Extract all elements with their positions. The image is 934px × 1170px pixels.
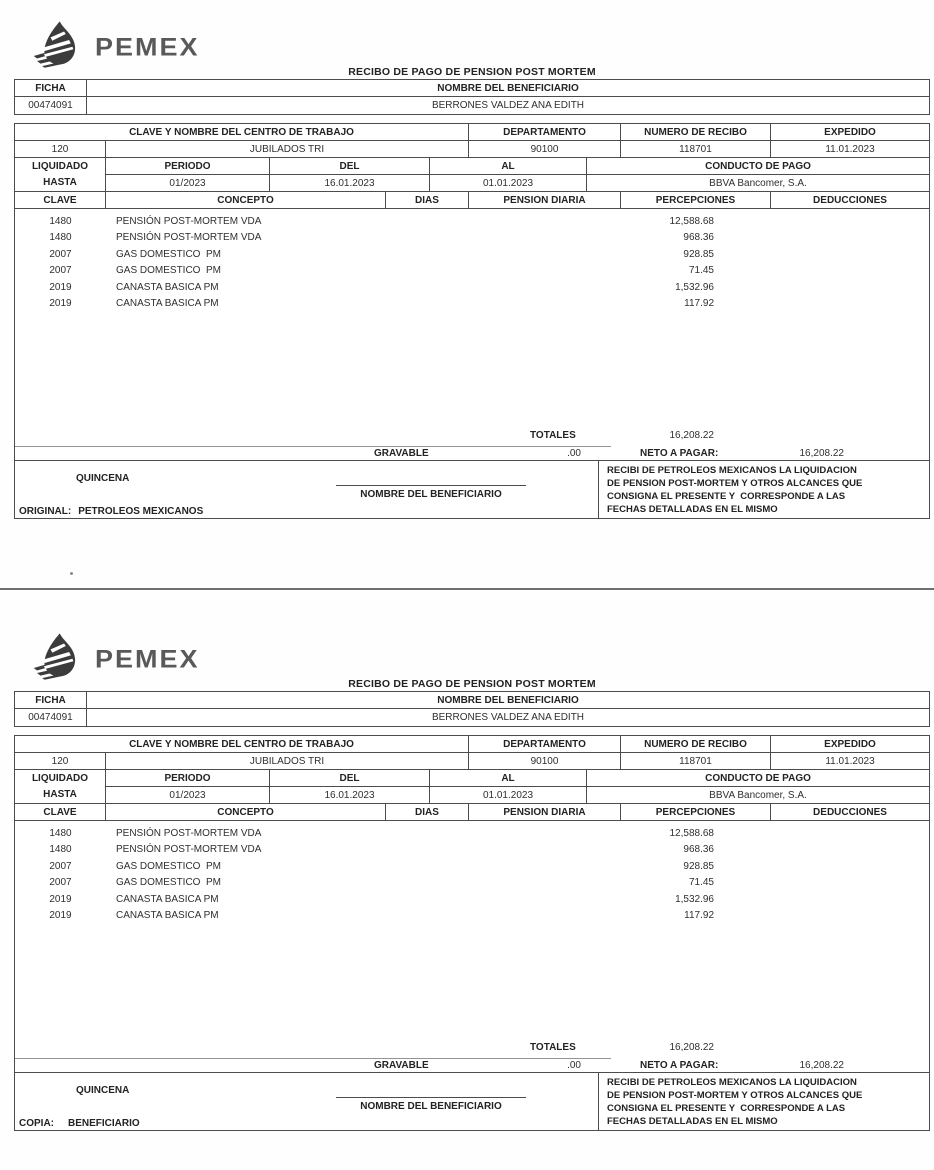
row-concepto: CANASTA BASICA PM	[116, 910, 219, 922]
row-concepto: CANASTA BASICA PM	[116, 298, 219, 310]
brand-row	[14, 18, 930, 79]
centro-label: CLAVE Y NOMBRE DEL CENTRO DE TRABAJO	[15, 736, 469, 753]
expedido-value: 11.01.2023	[771, 141, 929, 158]
ficha-value: 00474091	[15, 97, 87, 114]
centro-label: CLAVE Y NOMBRE DEL CENTRO DE TRABAJO	[15, 124, 469, 141]
receipt-original	[14, 18, 930, 519]
row-percepciones: 117.92	[684, 910, 714, 922]
row-clave: 1480	[49, 232, 72, 244]
neto-label: NETO A PAGAR:	[640, 448, 719, 459]
row-percepciones: 12,588.68	[669, 216, 714, 227]
neto-value: 16,208.22	[799, 448, 844, 459]
del-value: 16.01.2023	[270, 175, 430, 192]
neto-label: NETO A PAGAR:	[640, 1060, 719, 1071]
distribution-note	[19, 506, 203, 517]
hasta-label: HASTA	[43, 788, 77, 800]
recibi-line: RECIBI DE PETROLEOS MEXICANOS LA LIQUIDACION	[607, 1077, 857, 1088]
beneficiary-label: NOMBRE DEL BENEFICIARIO	[87, 692, 929, 709]
row-clave: 2007	[49, 265, 72, 277]
signature-line	[336, 1097, 526, 1098]
gravable-label: GRAVABLE	[374, 448, 429, 459]
conducto-label: CONDUCTO DE PAGO	[587, 158, 929, 175]
concept-rows-area	[15, 821, 929, 1073]
neto-value: 16,208.22	[799, 1060, 844, 1071]
liquidado-label: LIQUIDADO	[31, 160, 89, 172]
centro-nombre-value: JUBILADOS TRI	[106, 141, 469, 158]
receipt-copy	[14, 630, 930, 1131]
totales-underline	[15, 446, 611, 447]
distribution-value: PETROLEOS MEXICANOS	[78, 506, 204, 517]
concept-row	[15, 296, 929, 312]
receipt-footer	[15, 461, 929, 518]
quincena-label: QUINCENA	[76, 473, 130, 484]
col-pension-diaria-header: PENSION DIARIA	[469, 804, 621, 821]
concept-row	[15, 263, 929, 279]
al-label: AL	[430, 158, 587, 175]
row-percepciones: 1,532.96	[675, 893, 714, 905]
distribution-label: ORIGINAL:	[19, 506, 72, 517]
concept-row	[15, 875, 929, 891]
row-concepto: CANASTA BASICA PM	[116, 281, 219, 293]
ficha-label: FICHA	[15, 80, 87, 97]
distribution-note	[19, 1118, 140, 1129]
concept-row	[15, 247, 929, 263]
totales-label: TOTALES	[530, 430, 576, 441]
recibi-statement	[598, 461, 929, 518]
centro-nombre-value: JUBILADOS TRI	[106, 753, 469, 770]
pemex-wordmark: PEMEX	[95, 645, 200, 673]
row-percepciones: 928.85	[683, 248, 714, 260]
departamento-label: DEPARTAMENTO	[469, 736, 621, 753]
row-clave: 2019	[49, 281, 72, 293]
beneficiary-value: BERRONES VALDEZ ANA EDITH	[431, 712, 585, 723]
recibo-value: 118701	[621, 141, 771, 158]
col-concepto-header: CONCEPTO	[106, 804, 386, 821]
concept-rows-area	[15, 209, 929, 461]
expedido-label: EXPEDIDO	[771, 736, 929, 753]
row-clave: 2019	[49, 910, 72, 922]
recibo-label: NUMERO DE RECIBO	[621, 124, 771, 141]
ficha-value: 00474091	[15, 709, 87, 726]
pemex-wordmark: PEMEX	[95, 33, 200, 61]
recibi-line: DE PENSION POST-MORTEM Y OTROS ALCANCES QUE	[607, 478, 863, 489]
row-clave: 1480	[49, 216, 72, 227]
row-clave: 1480	[49, 844, 72, 856]
col-concepto-header: CONCEPTO	[106, 192, 386, 209]
row-percepciones: 12,588.68	[669, 828, 714, 839]
del-label: DEL	[270, 770, 430, 787]
recibi-line: CONSIGNA EL PRESENTE Y CORRESPONDE A LAS	[607, 1103, 846, 1114]
row-concepto: PENSIÓN POST-MORTEM VDA	[116, 844, 262, 856]
expedido-label: EXPEDIDO	[771, 124, 929, 141]
row-concepto: PENSIÓN POST-MORTEM VDA	[116, 828, 262, 839]
recibi-line: FECHAS DETALLADAS EN EL MISMO	[607, 1116, 778, 1127]
periodo-value: 01/2023	[106, 175, 270, 192]
del-label: DEL	[270, 158, 430, 175]
gravable-label: GRAVABLE	[374, 1060, 429, 1071]
row-concepto: GAS DOMESTICO PM	[116, 860, 222, 872]
row-percepciones: 71.45	[688, 265, 714, 277]
periodo-value: 01/2023	[106, 787, 270, 804]
signature-line	[336, 485, 526, 486]
hasta-label: HASTA	[43, 176, 77, 188]
row-clave: 2007	[49, 248, 72, 260]
gravable-value: .00	[567, 1060, 581, 1071]
row-concepto: PENSIÓN POST-MORTEM VDA	[116, 232, 262, 244]
row-concepto: GAS DOMESTICO PM	[116, 265, 222, 277]
conducto-value: BBVA Bancomer, S.A.	[587, 175, 929, 192]
col-pension-diaria-header: PENSION DIARIA	[469, 192, 621, 209]
document-title: RECIBO DE PAGO DE PENSION POST MORTEM	[348, 66, 596, 78]
recibo-value: 118701	[621, 753, 771, 770]
recibi-statement	[598, 1073, 929, 1130]
beneficiary-label: NOMBRE DEL BENEFICIARIO	[87, 80, 929, 97]
col-clave-header: CLAVE	[15, 192, 106, 209]
distribution-label: COPIA:	[19, 1118, 54, 1129]
col-percepciones-header: PERCEPCIONES	[621, 192, 771, 209]
concept-row	[15, 214, 929, 230]
liquidado-label: LIQUIDADO	[31, 772, 89, 784]
concept-row	[15, 859, 929, 875]
periodo-label: PERIODO	[106, 770, 270, 787]
row-concepto: GAS DOMESTICO PM	[116, 248, 222, 260]
ficha-beneficiary-table	[14, 691, 930, 727]
col-deducciones-header: DEDUCCIONES	[771, 192, 929, 209]
recibo-label: NUMERO DE RECIBO	[621, 736, 771, 753]
row-concepto: GAS DOMESTICO PM	[116, 877, 222, 889]
ficha-label: FICHA	[15, 692, 87, 709]
row-percepciones: 928.85	[683, 860, 714, 872]
brand-row	[14, 630, 930, 691]
receipt-footer	[15, 1073, 929, 1130]
concept-row	[15, 230, 929, 246]
al-value: 01.01.2023	[430, 787, 587, 804]
concept-row	[15, 826, 929, 842]
del-value: 16.01.2023	[270, 787, 430, 804]
main-table	[14, 123, 930, 519]
col-deducciones-header: DEDUCCIONES	[771, 804, 929, 821]
document-title: RECIBO DE PAGO DE PENSION POST MORTEM	[348, 678, 596, 690]
main-table	[14, 735, 930, 1131]
al-value: 01.01.2023	[430, 175, 587, 192]
periodo-label: PERIODO	[106, 158, 270, 175]
conducto-value: BBVA Bancomer, S.A.	[587, 787, 929, 804]
concept-row	[15, 892, 929, 908]
beneficiary-value: BERRONES VALDEZ ANA EDITH	[431, 100, 585, 111]
row-clave: 2007	[49, 860, 72, 872]
quincena-label: QUINCENA	[76, 1085, 130, 1096]
recibi-line: RECIBI DE PETROLEOS MEXICANOS LA LIQUIDACION	[607, 465, 857, 476]
departamento-value: 90100	[469, 141, 621, 158]
totales-underline	[15, 1058, 611, 1059]
scan-speck	[70, 572, 73, 575]
al-label: AL	[430, 770, 587, 787]
signature-label: NOMBRE DEL BENEFICIARIO	[360, 489, 502, 500]
conducto-label: CONDUCTO DE PAGO	[587, 770, 929, 787]
col-clave-header: CLAVE	[15, 804, 106, 821]
row-clave: 2019	[49, 298, 72, 310]
recibi-line: DE PENSION POST-MORTEM Y OTROS ALCANCES QUE	[607, 1090, 863, 1101]
row-clave: 2019	[49, 893, 72, 905]
row-percepciones: 117.92	[684, 298, 714, 310]
row-percepciones: 968.36	[683, 844, 714, 856]
totales-label: TOTALES	[530, 1042, 576, 1053]
signature-label: NOMBRE DEL BENEFICIARIO	[360, 1101, 502, 1112]
departamento-value: 90100	[469, 753, 621, 770]
row-percepciones: 968.36	[683, 232, 714, 244]
row-clave: 2007	[49, 877, 72, 889]
liquidado-hasta-cell	[15, 158, 106, 192]
totales-value: 16,208.22	[669, 1042, 714, 1053]
row-percepciones: 1,532.96	[675, 281, 714, 293]
totales-value: 16,208.22	[669, 430, 714, 441]
row-concepto: CANASTA BASICA PM	[116, 893, 219, 905]
distribution-value: BENEFICIARIO	[68, 1118, 140, 1129]
departamento-label: DEPARTAMENTO	[469, 124, 621, 141]
ficha-beneficiary-table	[14, 79, 930, 115]
centro-clave-value: 120	[15, 141, 106, 158]
perforation-line	[0, 588, 934, 590]
col-dias-header: DIAS	[386, 192, 469, 209]
row-percepciones: 71.45	[688, 877, 714, 889]
col-percepciones-header: PERCEPCIONES	[621, 804, 771, 821]
concept-row	[15, 280, 929, 296]
centro-clave-value: 120	[15, 753, 106, 770]
recibi-line: FECHAS DETALLADAS EN EL MISMO	[607, 504, 778, 515]
row-clave: 1480	[49, 828, 72, 839]
col-dias-header: DIAS	[386, 804, 469, 821]
concept-row	[15, 908, 929, 924]
recibi-line: CONSIGNA EL PRESENTE Y CORRESPONDE A LAS	[607, 491, 846, 502]
expedido-value: 11.01.2023	[771, 753, 929, 770]
gravable-value: .00	[567, 448, 581, 459]
concept-row	[15, 842, 929, 858]
row-concepto: PENSIÓN POST-MORTEM VDA	[116, 216, 262, 227]
liquidado-hasta-cell	[15, 770, 106, 804]
